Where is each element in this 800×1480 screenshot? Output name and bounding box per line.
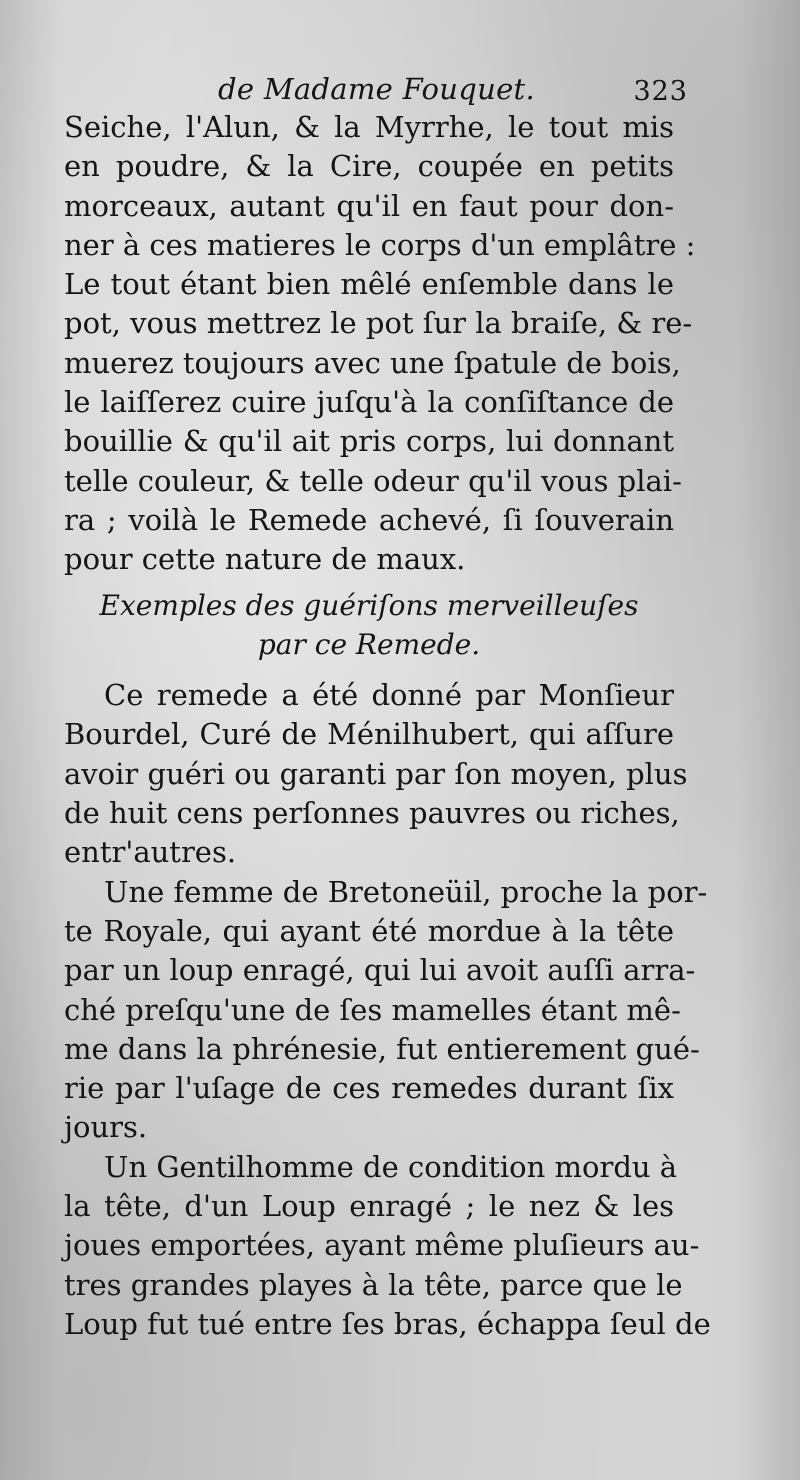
text-line: le laiſſerez cuire juſqu'à la conſiſtance de <box>64 385 674 420</box>
text-line: ra ; voilà le Remede achevé, ſi ſouverain <box>64 502 674 537</box>
text-line: muerez toujours avec une ſpatule de bois, <box>64 345 681 380</box>
paragraph-gentilhomme <box>64 1148 711 1344</box>
page-header <box>58 72 688 112</box>
page-number: 323 <box>633 76 688 107</box>
text-line: par un loup enragé, qui lui avoit auſſi arra- <box>64 953 696 988</box>
text-line: telle couleur, & telle odeur qu'il vous plai- <box>64 463 682 498</box>
text-line: me dans la phrénesie, fut entierement gué- <box>64 1031 700 1066</box>
heading-line: par ce Remede. <box>257 627 481 661</box>
text-line: Bourdel, Curé de Ménilhubert, qui aſſure <box>64 717 674 752</box>
section-heading <box>64 586 674 665</box>
text-line: en poudre, & la Cire, coupée en petits <box>64 149 674 184</box>
heading-line: Exemples des guériſons merveilleuſes <box>99 588 639 622</box>
text-line: Ce remede a été donné par Monſieur <box>104 678 674 713</box>
text-line: pot, vous mettrez le pot ſur la braiſe, & re- <box>64 306 693 341</box>
paragraph-bretoneuil-woman <box>64 873 708 1148</box>
page-body <box>64 108 711 1344</box>
text-line: morceaux, autant qu'il en faut pour don- <box>64 188 674 223</box>
text-line: pour cette nature de maux. <box>64 542 466 577</box>
text-line: entr'autres. <box>64 835 237 870</box>
text-line: ner à ces matieres le corps d'un emplâtre : <box>64 227 696 262</box>
text-line: bouillie & qu'il ait pris corps, lui donnant <box>64 424 674 459</box>
text-line: Seiche, l'Alun, & la Myrrhe, le tout mis <box>64 110 674 144</box>
paragraph-remedy-preparation <box>64 108 696 580</box>
text-line: la tête, d'un Loup enragé ; le nez & les <box>64 1189 674 1224</box>
running-head: de Madame Fouquet. <box>218 72 536 106</box>
text-line: rie par l'uſage de ces remedes durant ſix <box>64 1071 674 1106</box>
text-line: Loup fut tué entre ſes bras, échappa ſeul de <box>64 1306 711 1341</box>
text-line: de huit cens perſonnes pauvres ou riches, <box>64 796 680 831</box>
text-line: ché preſqu'une de ſes mamelles étant mê- <box>64 992 681 1027</box>
text-line: Un Gentilhomme de condition mordu à <box>104 1149 678 1184</box>
paragraph-bourdel <box>64 676 688 872</box>
text-line: avoir guéri ou garanti par ſon moyen, plus <box>64 756 688 791</box>
text-line: tres grandes playes à la tête, parce que le <box>64 1267 683 1302</box>
text-line: Une femme de Bretoneüil, proche la por- <box>104 874 708 909</box>
text-line: Le tout étant bien mêlé enſemble dans le <box>64 267 674 302</box>
text-line: te Royale, qui ayant été mordue à la tête <box>64 913 674 948</box>
text-line: joues emportées, ayant même pluſieurs au- <box>64 1228 700 1263</box>
text-line: jours. <box>64 1110 148 1145</box>
